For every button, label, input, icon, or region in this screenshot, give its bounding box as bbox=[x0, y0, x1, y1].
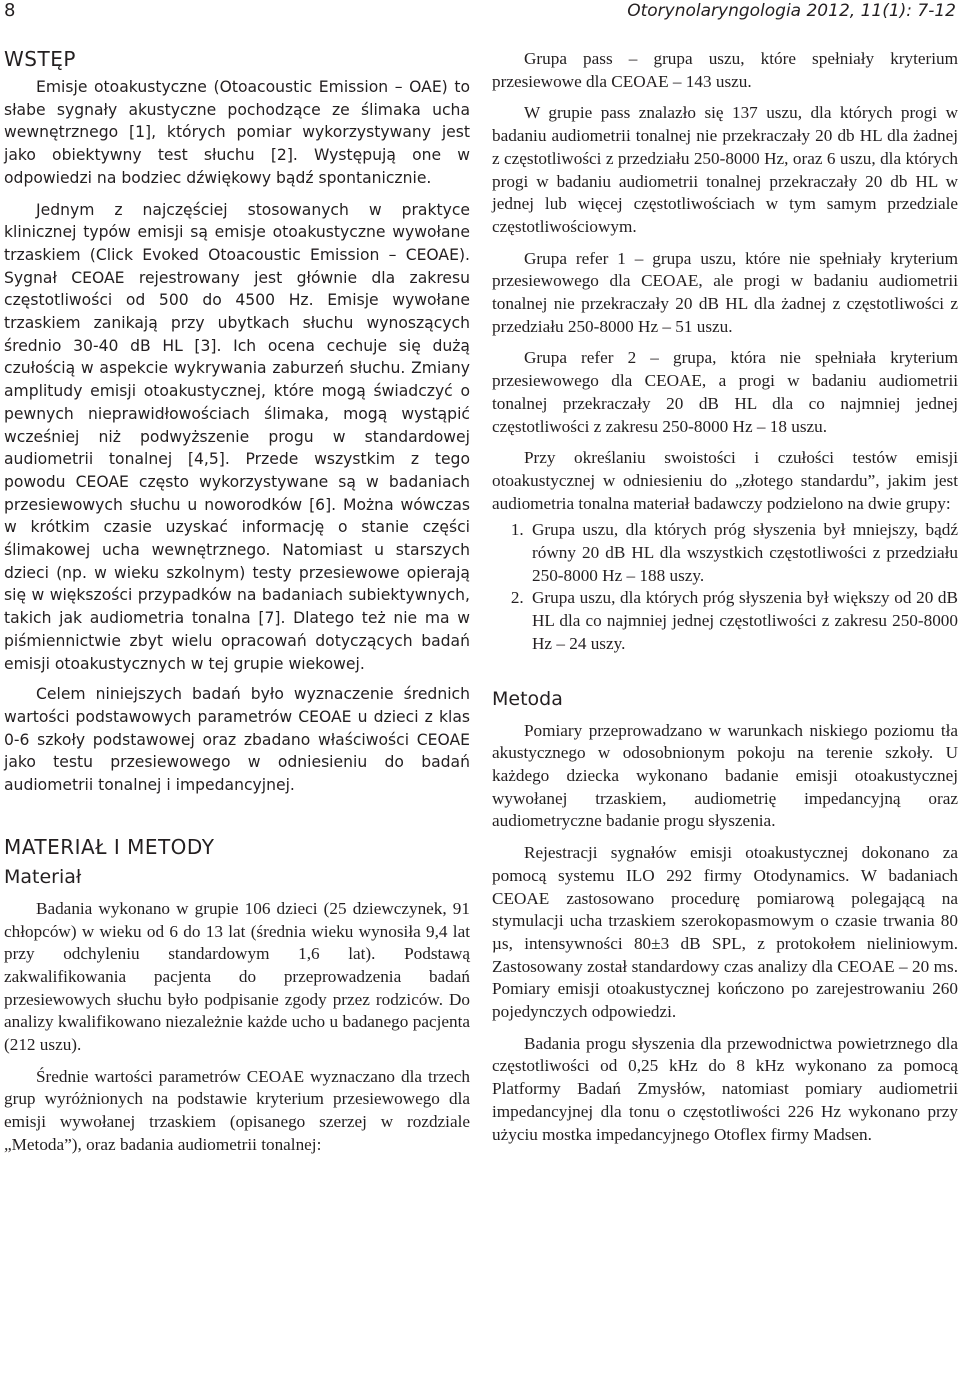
group-pass-paragraph: Grupa pass – grupa uszu, które spełniały kryterium przesiewowe dla CEOAE – 143 uszu. bbox=[492, 49, 958, 91]
intro-paragraph-2: Jednym z najczęściej stosowanych w praktyce klinicznej typów emisji są emisje otoakustyczne wywołane trzaskiem (Click Evoked Otoacoustic Emission – CEOAE). Sygnał CEOAE rejestrowany jest głównie dla zakresu częstotliwości od 500 do 4500 Hz. Emisje wywołane trzaskiem zanikają przy ubytkach słuchu wynoszących średnio 30-40 dB HL [3]. Ich ocena cechuje się dużą czułością w aspekcie wykrywania zaburzeń słuchu. Zmiany amplitudy emisji otoakustycznej, które mogą świadczyć o pewnych nieprawidłowościach ślimaka, mogą wystąpić wcześniej niż podwyższenie progu w standardowej audiometrii tonalnej [4,5]. Przede wszystkim z tego powodu CEOAE często wykorzystywane są w badaniach przesiewowych słuchu u noworodków [6]. Można wówczas w krótkim czasie uzyskać informację o stanie części ślimakowej ucha wewnętrznego. Natomiast u starszych dzieci (np. w wieku szkolnym) testy przesiewowe opierają się w większości przypadków na badaniach subiektywnych, takich jak audiometria tonalna [7]. Dlatego też nie ma w piśmiennictwie zbyt wielu opracowań dotyczących badań emisji otoakustycznych w tej grupie wiekowej. bbox=[4, 200, 470, 673]
list-item: 2. Grupa uszu, dla których próg słyszenia był większy od 20 dB HL dla co najmniej jednej częstotliwości z zakresu 250-8000 Hz – 24 uszy. bbox=[528, 587, 958, 655]
group-refer-1-paragraph: Grupa refer 1 – grupa uszu, które nie spełniały kryterium przesiewowego dla CEOAE, ale progi w badaniu audiometrii tonalnej nie przekraczały 20 dB HL dla żadnej z częstotliwości z przedziału 250-8000 Hz – 51 uszu. bbox=[492, 248, 958, 336]
left-column bbox=[4, 46, 470, 1166]
page-number: 8 bbox=[4, 0, 16, 21]
gold-standard-paragraph: Przy określaniu swoistości i czułości testów emisji otoakustycznej w odniesieniu do „złotego standardu”, jakim jest audiometria tonalna materiał badawczy podzielono na dwie grupy: bbox=[492, 448, 958, 513]
intro-paragraph-1: Emisje otoakustyczne (Otoacoustic Emission – OAE) to słabe sygnały akustyczne pochodzące ze ślimaka ucha wewnętrznego [1], których pomiar wykorzystywany jest jako obiektywny test słuchu [2]. Występują one w odpowiedzi na bodziec dźwiękowy bądź spontanicznie. bbox=[4, 78, 470, 187]
right-column bbox=[492, 48, 958, 1155]
method-paragraph-3: Badania progu słyszenia dla przewodnictwa powietrznego dla częstotliwości od 0,25 kHz do 8 kHz wykonano za pomocą Platformy Badań Zmysłów, natomiast pomiary audiometrii impedancyjnej dla tonu o częstotliwości 226 Hz wykonano przy użyciu mostka impedancyjnego Otoflex firmy Madsen. bbox=[492, 1033, 958, 1144]
intro-heading: WSTĘP bbox=[4, 47, 76, 71]
group-refer-2-paragraph: Grupa refer 2 – grupa, która nie spełniała kryterium przesiewowego dla CEOAE, a progi w badaniu audiometrii tonalnej przekraczały 20 dB HL dla co najmniej jednej częstotliwości z zakresu 250-8000 Hz – 18 uszu. bbox=[492, 348, 958, 436]
material-paragraph-2: Średnie wartości parametrów CEOAE wyznaczano dla trzech grup wyróżnionych na podstawie kryterium przesiewowego dla emisji wywołanej trzaskiem (opisanego szerzej w rozdziale „Metoda”), oraz badania audiometrii tonalnej: bbox=[4, 1066, 470, 1154]
group-pass-detail-paragraph: W grupie pass znalazło się 137 uszu, dla których progi w badaniu audiometrii tonalnej nie przekraczały 20 db HL dla żadnej z częstotliwości z przedziału 250-8000 Hz, oraz 6 uszu, dla których progi w badaniu audiometrii tonalnej przekraczały 20 db HL w jednej lub więcej częstotliwościach w tym samym przedziale częstotliwościowym. bbox=[492, 103, 958, 236]
material-paragraph-1: Badania wykonano w grupie 106 dzieci (25 dziewczynek, 91 chłopców) w wieku od 6 do 13 lat (średnia wieku wynosiła 9,4 lat przy odchyleniu standardowym 1,6 lat). Podstawą zakwalifikowania pacjenta do przeprowadzenia badań przesiewowych słuchu było podpisanie zgody przez rodziców. Do analizy kwalifikowano niezależnie każde ucho u badanego pacjenta (212 uszu). bbox=[4, 898, 470, 1055]
methods-heading: MATERIAŁ I METODY bbox=[4, 834, 215, 859]
list-item: 1. Grupa uszu, dla których próg słyszenia był mniejszy, bądź równy 20 dB HL dla wszystkich częstotliwości z przedziału 250-8000 Hz – 188 uszy. bbox=[528, 519, 958, 587]
intro-paragraph-3: Celem niniejszych badań było wyznaczenie średnich wartości podstawowych parametrów CEOAE u dzieci z klas 0-6 szkoły podstawowej oraz zbadano właściwości CEOAE jako testu przesiewowego w odniesieniu do badań audiometrii tonalnej i impedancyjnej. bbox=[4, 685, 470, 795]
material-heading: Materiał bbox=[4, 865, 82, 888]
method-paragraph-2: Rejestracji sygnałów emisji otoakustycznej dokonano za pomocą systemu ILO 292 firmy Otodynamics. W badaniach CEOAE zastosowano procedurę pomiarową polegającą na stymulacji ucha trzaskiem szerokopasmowym o czasie trwania 80 µs, intensywności 80±3 dB SPL, z protokołem nieliniowym. Zastosowany został standardowy czas analizy dla CEOAE – 20 ms. Pomiary emisji otoakustycznej kończono po zarejestrowaniu 260 pojedynczych odpowiedzi. bbox=[492, 843, 958, 1022]
journal-citation: Otorynolaryngologia 2012, 11(1): 7-12 bbox=[627, 1, 956, 21]
group-list bbox=[492, 519, 958, 655]
method-paragraph-1: Pomiary przeprowadzano w warunkach niskiego poziomu tła akustycznego w odosobnionym pokoju na terenie szkoły. U każdego dziecka wykonano badanie emisji otoakustycznej wywołanej trzaskiem, audiometrię impedancyjną oraz audiometryczne badanie progu słyszenia. bbox=[492, 720, 958, 831]
method-heading: Metoda bbox=[492, 687, 563, 710]
